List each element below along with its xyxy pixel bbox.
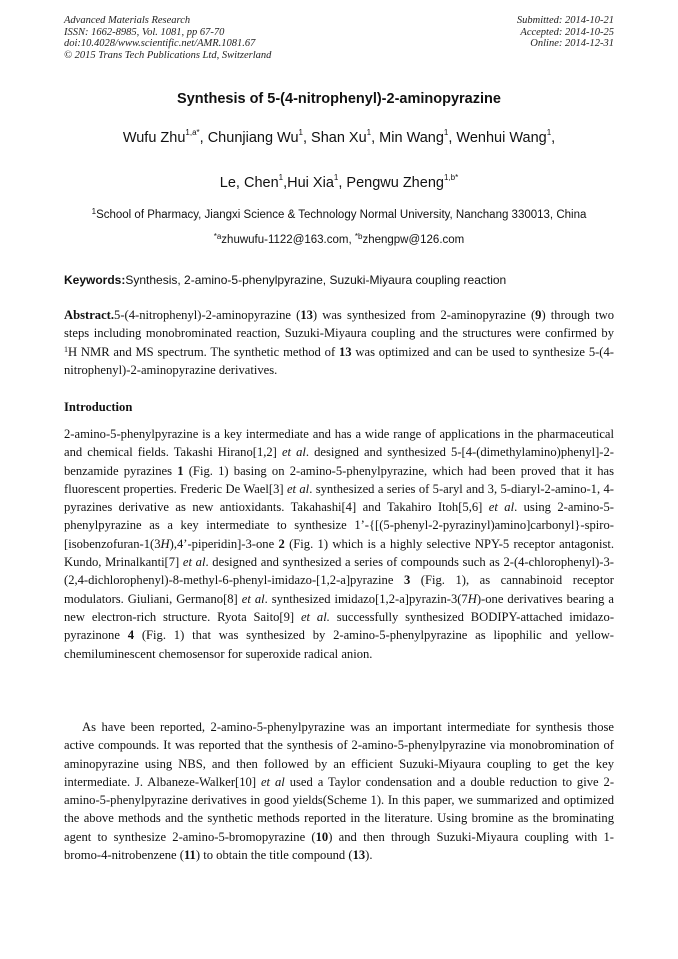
paper-title: Synthesis of 5-(4-nitrophenyl)-2-aminopyrazine <box>177 91 501 107</box>
dates-header <box>517 15 614 50</box>
email-a[interactable]: zhuwufu-1122@163.com, <box>221 234 355 246</box>
submitted-date: Submitted: 2014-10-21 <box>516 15 614 26</box>
journal-name: Advanced Materials Research <box>64 15 191 26</box>
author-line-2: Le, Chen$^1$,Hui Xia$^1$, Pengwu Zheng$^{1,b*}$ <box>219 173 459 191</box>
copyright: © 2015 Trans Tech Publications Ltd, Switzerland <box>64 49 272 61</box>
section-heading-introduction: Introduction <box>64 400 133 414</box>
doi: doi:10.4028/www.scientific.net/AMR.1081.67 <box>64 38 256 49</box>
author-line-1: Wufu Zhu$^{1,a*}$, Chunjiang Wu$^1$, Shan Xu$^1$, Min Wang$^1$, Wenhui Wang$^1$, <box>122 128 556 146</box>
keywords: Keywords:Synthesis, 2-amino-5-phenylpyrazine, Suzuki-Miyaura coupling reaction <box>64 273 507 287</box>
journal-header <box>64 15 271 61</box>
intro-paragraph-2: As have been reported, 2-amino-5-phenylpyrazine was an important intermediate for synthesis those active compounds. It was reported that the synthesis of 2-amino-5-phenylpyrazine via monobromination of aminopyrazine using NBS, and then followed by an efficient Suzuki-Miyaura coupling to get the key intermediate. J. Albaneze-Walker[10] et al used a Taylor condensation and a double reduction to give 2-amino-5-phenylpyrazine derivatives in good yields(Scheme 1). In this paper, we summarized and optimized the above methods and the synthetic methods reported in the literature. Using bromine as the brominating agent to synthesize 2-amino-5-bromopyrazine (10) and then through Suzuki-Miyaura coupling with 1-bromo-4-nitrobenzene (11) to obtain the title compound (13). <box>64 720 615 863</box>
issn: ISSN: 1662-8985, Vol. 1081, pp 67-70 <box>64 26 225 38</box>
intro-paragraph-1: 2-amino-5-phenylpyrazine is a key intermediate and has a wide range of applications in the pharmaceutical and chemical fields. Takashi Hirano[1,2] et al. designed and synthesized 5-[4-(dimethylamino)phenyl]-2-benzamide pyrazines 1 (Fig. 1) basing on 2-amino-5-phenylpyrazine, which had been proved that it has fluorescent properties. Frederic De Wael[3] et al. synthesized a series of 5-aryl and 3, 5-diaryl-2-amino-1, 4-pyrazines derivative as new antioxidants. Takahashi[4] and Takahiro Itoh[5,6] et al. using 2-amino-5-phenylpyrazine as a key intermediate to synthesize 1’-{[(5-phenyl-2-pyrazinyl)amino]carbonyl}-spiro-[isobenzofuran-1(3H),4’-piperidin]-3-one 2 (Fig. 1) which is a highly selective NPY-5 receptor antagonist. Kundo, Mrinalkanti[7] et al. designed and synthesized a series of compounds such as 2-(4-chlorophenyl)-3-(2,4-dichlorophenyl)-8-methyl-6-phenyl-imidazo-[1,2-a]pyrazine 3 (Fig. 1), as cannabinoid receptor modulators. Giuliani, Germano[8] et al. synthesized imidazo[1,2-a]pyrazin-3(7H)-one derivatives bearing a new electron-rich structure. Ryota Saito[9] et al. successfully synthesized BODIPY-attached imidazo-pyrazinone 4 (Fig. 1) that was synthesized by 2-amino-5-phenylpyrazine as lipophilic and yellow-chemiluminescent chemosensor for superoxide radical anion. <box>64 427 615 661</box>
author-emails: $^{*a}$zhuwufu-1122@163.com, $^{*b}$zhengpw@126.com <box>213 232 465 246</box>
affiliation: $^1$School of Pharmacy, Jiangxi Science & Technology Normal University, Nanchang 330013, China <box>91 207 587 221</box>
online-date: Online: 2014-12-31 <box>530 38 614 49</box>
accepted-date: Accepted: 2014-10-25 <box>520 26 614 38</box>
email-b[interactable]: zhengpw@126.com <box>362 234 465 246</box>
abstract: Abstract.5-(4-nitrophenyl)-2-aminopyrazine (13) was synthesized from 2-aminopyrazine (9) through two steps including monobrominated reaction, Suzuki-Miyaura coupling and the structures were confirmed by $^1$H NMR and MS spectrum. The synthetic method of 13 was optimized and can be used to synthesize 5-(4-nitrophenyl)-2-aminopyrazine derivatives. <box>64 308 614 377</box>
